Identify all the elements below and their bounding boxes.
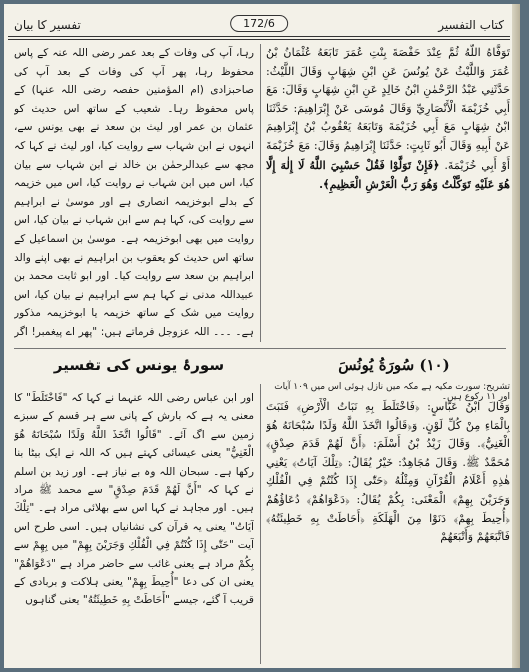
page-header	[8, 14, 510, 38]
page-number: 172/6	[230, 15, 288, 32]
urdu-running-title: تفسیر کا بیان	[14, 18, 81, 32]
urdu-paragraph-bottom: اور ابن عباس رضی اللہ عنہما نے کہا کہ "فَاخْتَلَطَ" کا معنی یہ ہے کہ بارش کے پانی سے ہر قسم کے سبزے زمین سے اگ آئے۔ "قَالُوا اتَّخَذَ اللَّهُ وَلَدًا سُبْحَانَهُ هُوَ الْغَنِيُّ" یعنی عیسائی کہتے ہیں کہ اللہ نے ایک بیٹا بنا رکھا ہے۔ سبحان اللہ وہ بے نیاز ہے۔ اور زید بن اسلم نے کہا کہ "أَنَّ لَهُمْ قَدَمَ صِدْقٍ" سے محمد ﷺ مراد ہیں۔ اور مجاہد نے کہا اس سے بھلائی مراد ہے۔ "تِلْكَ آيَاتُ" یعنی یہ قرآن کی نشانیاں ہیں۔ اسی طرح اس آیت "حَتّٰى إِذَا كُنْتُمْ فِي الْفُلْكِ وَجَرَيْنَ بِهِمْ" میں بِهِمْ سے بِكُمْ مراد ہے یعنی غائب سے حاضر مراد ہے "دَعْوَاهُمْ" یعنی ان کی دعا "أُحِيطَ بِهِمْ" یعنی ہلاکت و بربادی کے قریب آ گئے، جیسے "أَحَاطَتْ بِهِ خَطِيئَتُهُ" یعنی گناہوں	[14, 392, 254, 607]
arabic-text-bottom	[266, 398, 510, 666]
book-page	[4, 4, 520, 668]
arabic-running-title: كتاب التفسير	[438, 18, 504, 32]
quran-verse: ﴿فَإِنْ تَوَلَّوْا فَقُلْ حَسْبِيَ اللَّهُ لَا إِلٰهَ إِلَّا هُوَ عَلَيْهِ تَوَكَّلْتُ وَهُوَ رَبُّ الْعَرْشِ الْعَظِيمِ﴾.	[266, 157, 510, 192]
header-rule	[8, 36, 510, 40]
arabic-surah-heading: (١٠) سُورَةُ يُونُسَ	[338, 356, 450, 374]
urdu-surah-heading: سورۂ یونس کی تفسیر	[53, 356, 225, 374]
urdu-translation-bottom	[14, 389, 254, 667]
urdu-paragraph: رہا، آپ کی وفات کے بعد عمر رضی اللہ عنہ کے پاس محفوظ رہا، پھر آپ کی وفات کے بعد آپ کی صاحبزادی (ام المؤمنین حفصہ رضی اللہ عنہا) کے پاس محفوظ رہا۔ شعیب کے ساتھ اس حدیث کو عثمان بن عمر اور لیث بن سعد نے بھی یونس سے، انہوں نے ابن شہاب سے روایت کیا، اور لیث نے کہا کہ مجھ سے عبدالرحمٰن بن خالد نے ابن شہاب سے بیان کیا، اس میں ابن شہاب نے روایت کیا، اس میں خزیمہ کے بدلے ابوخزیمہ انصاری ہے اور موسیٰ نے ابراہیم سے روایت کی، کہا ہم سے ابن شہاب نے بیان کیا، اس روایت میں بھی ابوخزیمہ ہے۔ موسیٰ بن اسماعیل کے ساتھ اس حدیث کو یعقوب بن ابراہیم نے بھی اپنے والد ابراہیم بن سعد سے روایت کیا۔ اور ابو ثابت محمد بن عبیداللہ مدنی نے کہا ہم سے ابراہیم نے بیان کیا، اس روایت میں شک کے ساتھ خزیمہ یا ابوخزیمہ مذکور ہے۔ ۔۔۔ اللہ عزوجل فرماتے ہیں: "پھر اے پیغمبر! اگر	[14, 47, 254, 338]
arabic-commentary-text: وَقَالَ ابْنُ عَبَّاسٍ: ﴿فَاخْتَلَطَ بِهِ نَبَاتُ الْأَرْضِ﴾ فَنَبَتَ بِالْمَاءِ مِنْ كُلِّ لَوْنٍ. وَ﴿قَالُوا اتَّخَذَ اللَّهُ وَلَدًا سُبْحَانَهُ هُوَ الْغَنِيُّ﴾. وَقَالَ زَيْدُ بْنُ أَسْلَمَ: ﴿أَنَّ لَهُمْ قَدَمَ صِدْقٍ﴾ مُحَمَّدٌ ﷺ. وَقَالَ مُجَاهِدٌ: خَيْرٌ يُقَالُ: ﴿تِلْكَ آيَاتُ﴾ يَعْنِي هٰذِهِ أَعْلَامُ الْقُرْآنِ وَمِثْلُهُ ﴿حَتّٰى إِذَا كُنْتُمْ فِي الْفُلْكِ وَجَرَيْنَ بِهِمْ﴾ الْمَعْنَى: بِكُمْ يُقَالُ: ﴿دَعْوَاهُمْ﴾ دُعَاؤُهُمْ ﴿أُحِيطَ بِهِمْ﴾ دَنَوْا مِنَ الْهَلَكَةِ ﴿أَحَاطَتْ بِهِ خَطِيئَتُهُ﴾ فَاتَّبَعَهُمْ وَأَتْبَعَهُمْ	[266, 400, 510, 544]
page-binding-edge	[512, 4, 520, 668]
arabic-hadith-text: تَوَفَّاهُ اللَّهُ ثُمَّ عِنْدَ حَفْصَةَ بِنْتِ عُمَرَ تَابَعَهُ عُثْمَانُ بْنُ عُمَرَ وَاللَّيْثُ عَنْ يُونُسَ عَنِ ابْنِ شِهَابٍ وَقَالَ اللَّيْثُ: حَدَّثَنِي عَبْدُ الرَّحْمٰنِ ابْنُ خَالِدٍ عَنِ ابْنِ شِهَابٍ وَقَالَ: مَعَ أَبِي خُزَيْمَةَ الْأَنْصَارِيِّ وَقَالَ مُوسَى عَنْ إِبْرَاهِيمَ: حَدَّثَنَا ابْنُ شِهَابٍ مَعَ أَبِي خُزَيْمَةَ وَتَابَعَهُ يَعْقُوبُ بْنُ إِبْرَاهِيمَ عَنْ أَبِيهِ وَقَالَ أَبُو ثَابِتٍ: حَدَّثَنَا إِبْرَاهِيمُ وَقَالَ: مَعَ خُزَيْمَةَ أَوْ أَبِي خُزَيْمَةَ. ﴿فَإِنْ تَوَلَّوْا فَقُلْ حَسْبِيَ اللَّهُ لَا إِلٰهَ إِلَّا هُوَ عَلَيْهِ تَوَكَّلْتُ وَهُوَ رَبُّ الْعَرْشِ الْعَظِيمِ﴾.	[266, 46, 510, 192]
urdu-translation-top	[14, 44, 254, 344]
arabic-text-top	[266, 44, 510, 304]
explanation-note: تشریح: سورت مکیہ ہے مکہ میں نازل ہوئی اس میں ۱۰۹ آیات اور ۱۱ رکوع ہیں۔	[274, 382, 510, 402]
column-divider	[260, 44, 261, 342]
section-divider	[14, 348, 506, 349]
column-divider-lower	[260, 384, 261, 664]
